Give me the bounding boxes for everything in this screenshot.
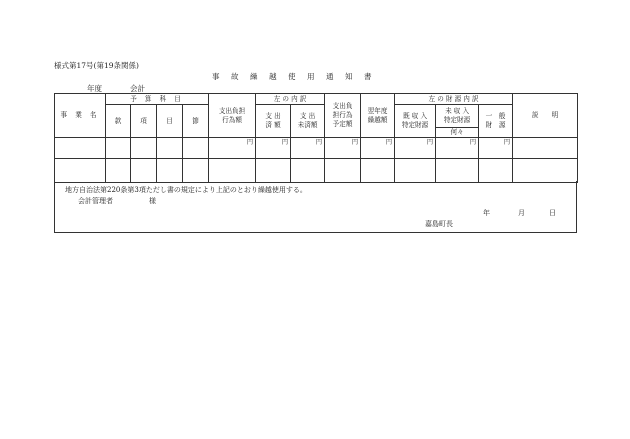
yen-unit: 円 [209, 138, 256, 159]
honorific-label: 様 [149, 197, 156, 205]
notification-footer [54, 181, 577, 233]
yen-unit: 円 [395, 138, 436, 159]
legal-basis-text: 地方自治法第220条第3項ただし書の規定により上記のとおり繰越使用する。 [65, 186, 307, 194]
yen-unit: 円 [479, 138, 513, 159]
budget-setsu-header: 節 [183, 105, 209, 138]
date-month-label: 月 [518, 209, 525, 217]
yen-unit: 円 [256, 138, 291, 159]
document-title: 事故繰越使用通知書 [212, 72, 383, 81]
payment-commitment-header: 支出負担 行為額 [209, 94, 256, 138]
yen-unit: 円 [436, 138, 479, 159]
budget-kou-header: 項 [131, 105, 157, 138]
carryover-table [54, 93, 578, 183]
table-row [55, 138, 578, 159]
yen-unit: 円 [291, 138, 325, 159]
yen-unit: 円 [325, 138, 361, 159]
finance-breakdown-header: 左 の 財 源 内 訳 [395, 94, 513, 105]
budget-moku-header: 目 [157, 105, 183, 138]
paid-amount-header: 支 出 済 額 [256, 105, 291, 138]
yen-unit: 円 [361, 138, 395, 159]
mayor-signature-label: 嘉島町長 [425, 220, 453, 228]
general-funds-header: 一 般 財 源 [479, 105, 513, 138]
date-year-label: 年 [483, 209, 490, 217]
account-label: 会計 [130, 84, 145, 93]
remarks-header: 説 明 [513, 94, 578, 138]
scheduled-commitment-header: 支出負 担行為 予定額 [325, 94, 361, 138]
fiscal-year-label: 年度 [87, 84, 102, 93]
unpaid-amount-header: 支 出 未済額 [291, 105, 325, 138]
received-specific-funds-header: 既 収 入 特定財源 [395, 105, 436, 138]
budget-kan-header: 款 [106, 105, 131, 138]
date-day-label: 日 [549, 209, 556, 217]
form-number: 様式第17号(第19条関係) [54, 61, 139, 70]
breakdown-header: 左 の 内 訳 [256, 94, 325, 105]
next-year-carryover-header: 翌年度 繰越額 [361, 94, 395, 138]
budget-subject-header: 予 算 科 目 [106, 94, 209, 105]
table-row [55, 159, 578, 183]
project-name-header: 事 業 名 [55, 94, 106, 138]
accounting-manager-label: 会計管理者 [78, 197, 113, 205]
unreceived-subitem: 何々 [436, 128, 479, 138]
unreceived-specific-funds-header: 未 収 入 特定財源 [436, 105, 479, 128]
